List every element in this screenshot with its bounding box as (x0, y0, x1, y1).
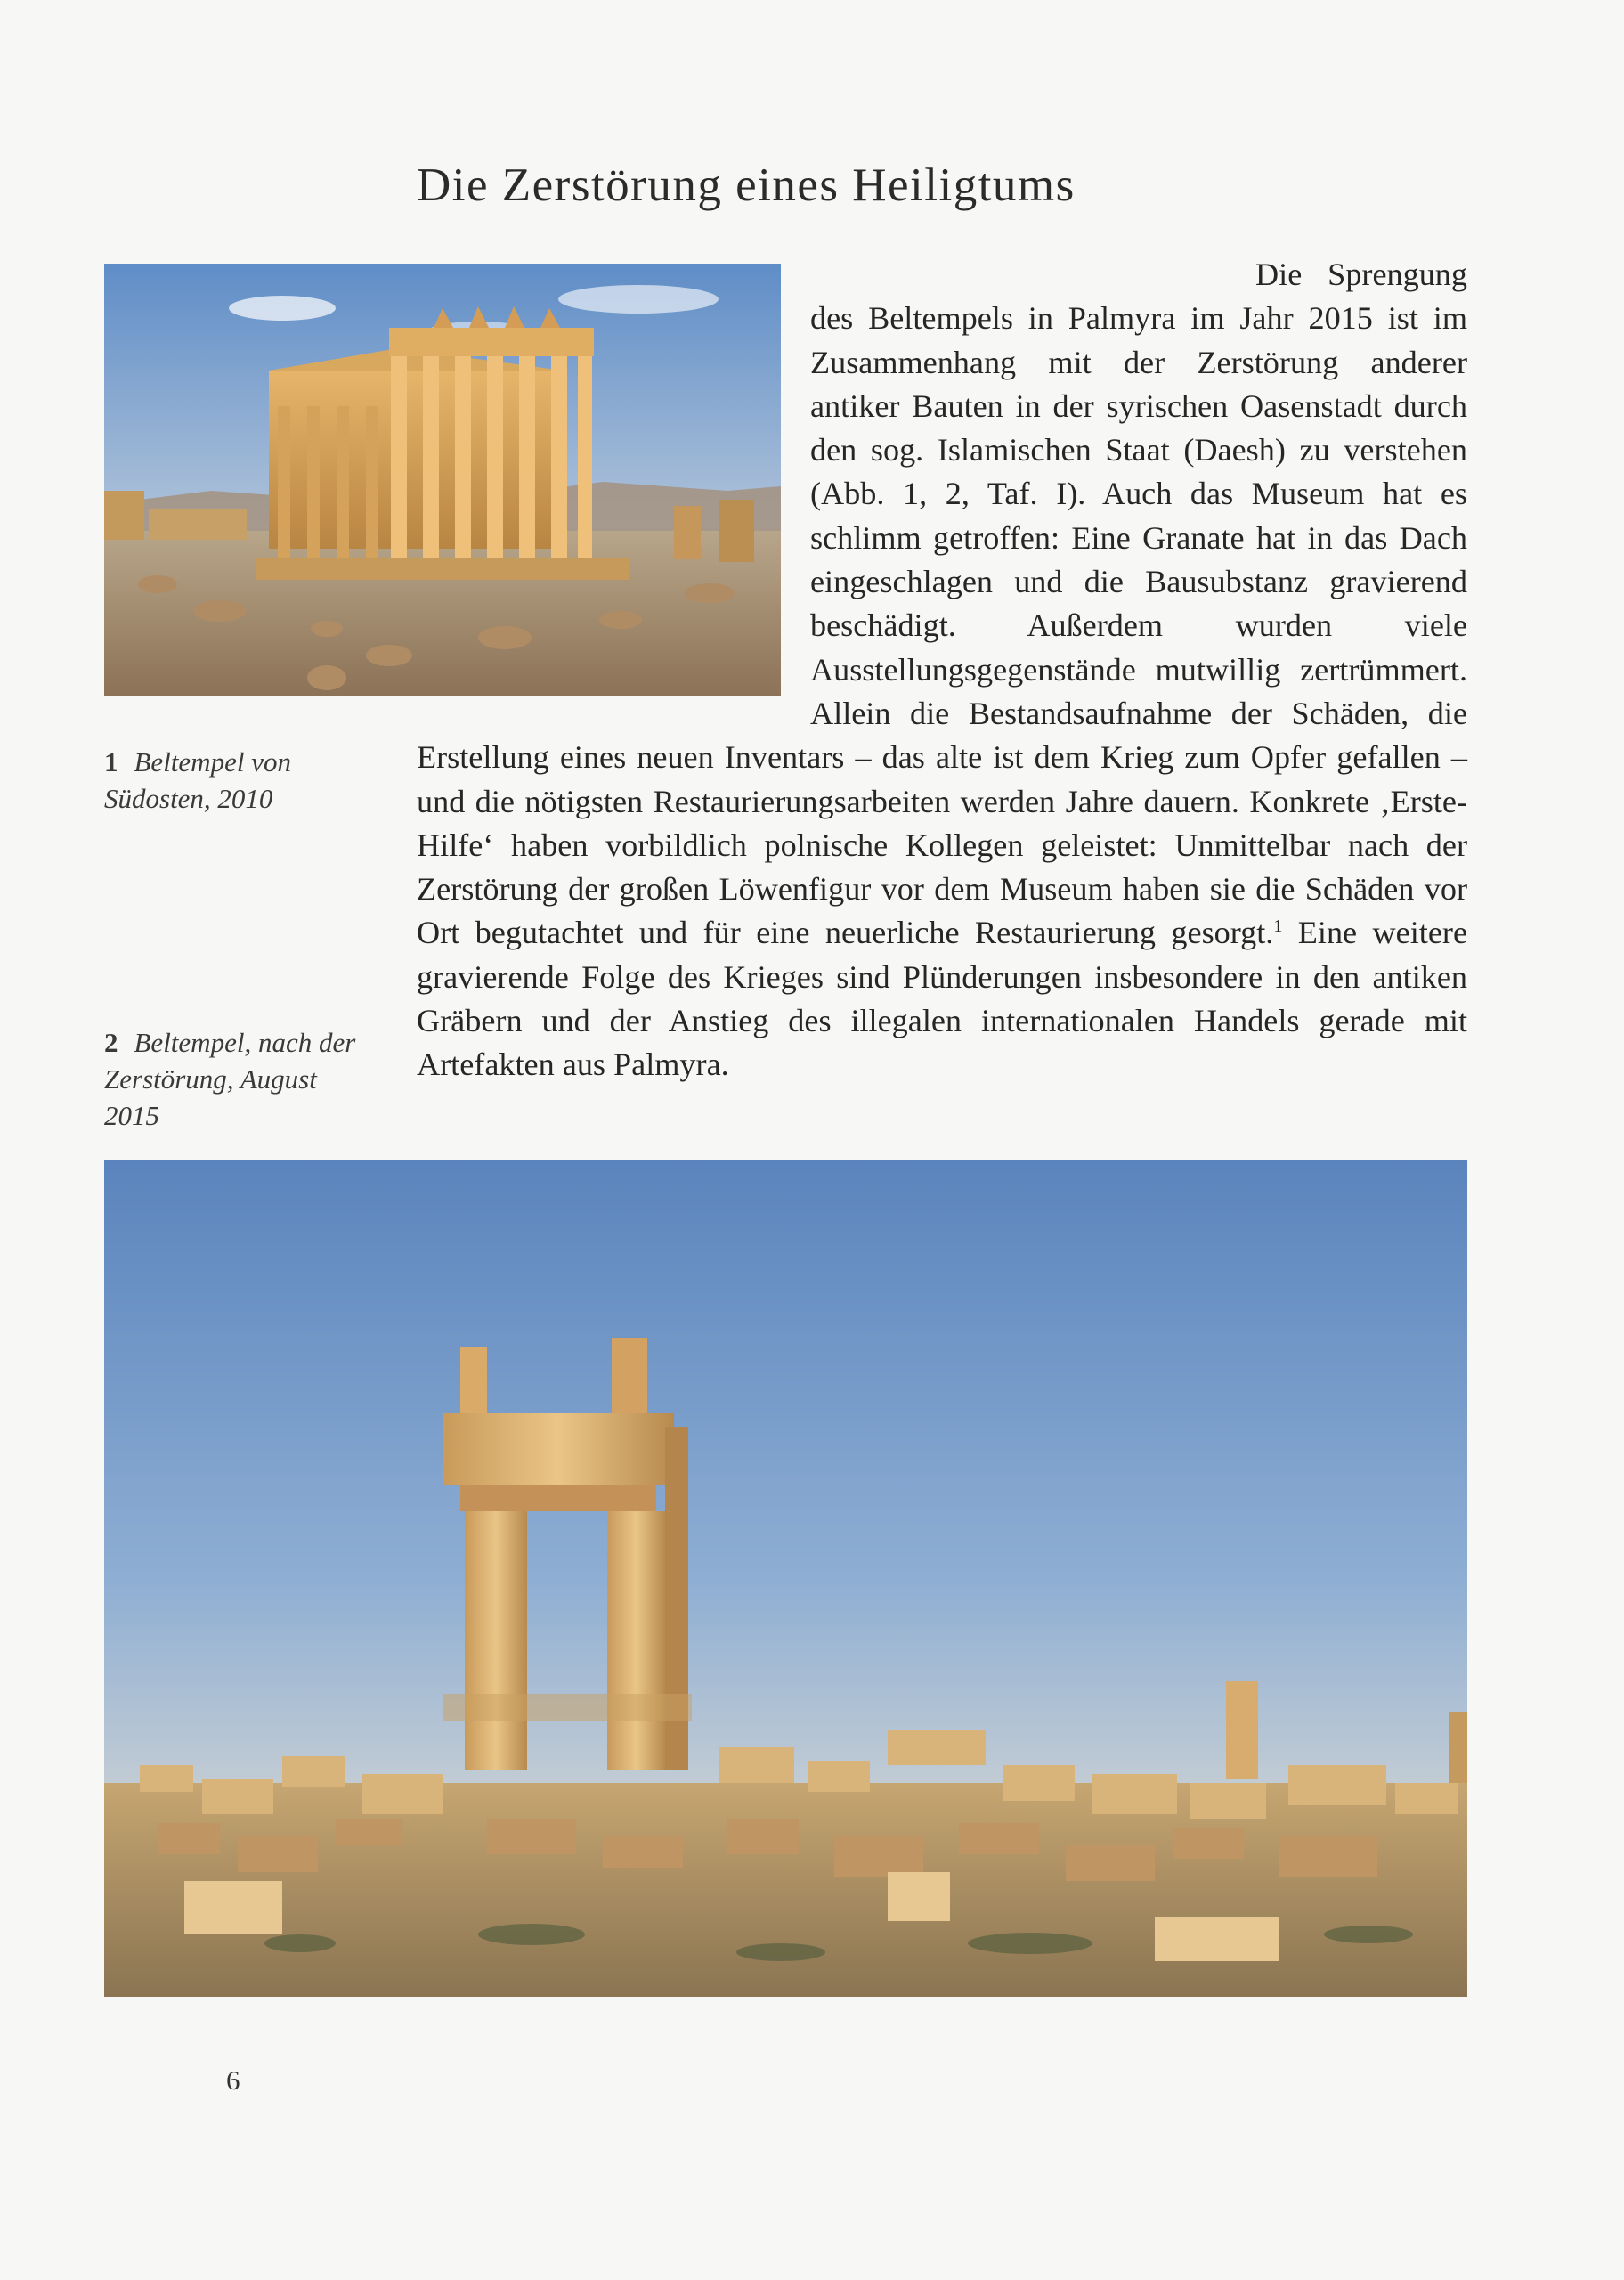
footnote-marker[interactable]: 1 (1273, 916, 1283, 937)
body-paragraph (417, 253, 1467, 1087)
figure-2-caption (104, 1024, 362, 1134)
body-text-part-1: Die Sprengung des Beltempels in Palmyra im Jahr 2015 ist im Zusammenhang mit der Zerstörung anderer antiker Bauten in der syrischen Oasenstadt durch den sog. Islamischen Staat (Daesh) zu verstehen (Abb. 1, 2, Taf. I). Auch das Museum hat es schlimm getroffen: Eine Granate hat in das Dach eingeschlagen und die Bausubstanz gravierend beschädigt. Außerdem wurden viele Ausstellungsgegenstände mutwillig zertrümmert. Allein die Bestandsaufnahme der Schäden, die Erstellung eines neuen Inventars – das alte ist dem Krieg zum Opfer gefallen – und die nötigsten Restaurierungsarbeiten werden Jahre dauern. Konkrete ‚Erste-Hilfe‘ haben vorbildlich polnische Kollegen geleistet: Unmittelbar nach der Zerstörung der großen Löwenfigur vor dem Museum haben sie die Schäden vor Ort begutachtet und für eine neuerliche Restaurierung gesorgt. (417, 256, 1467, 951)
figure-2-image (104, 1160, 1467, 1997)
page-number: 6 (226, 2064, 240, 2096)
figure-1-caption-text: Beltempel von Südosten, 2010 (104, 746, 291, 814)
figure-1-text-gap (417, 253, 810, 718)
figure-2-number: 2 (104, 1027, 118, 1058)
figure-1-number: 1 (104, 746, 118, 778)
figure-2-caption-text: Beltempel, nach der Zerstörung, August 2015 (104, 1027, 356, 1131)
page-title: Die Zerstörung eines Heiligtums (417, 159, 1076, 211)
figure-1-caption (104, 744, 362, 817)
body-text-part-2: Eine weitere gravierende Folge des Krieges sind Plünderungen insbesondere in den antiken Gräbern und der Anstieg des illegalen internationalen Handels gerade mit Artefakten aus Palmyra. (417, 915, 1468, 1083)
